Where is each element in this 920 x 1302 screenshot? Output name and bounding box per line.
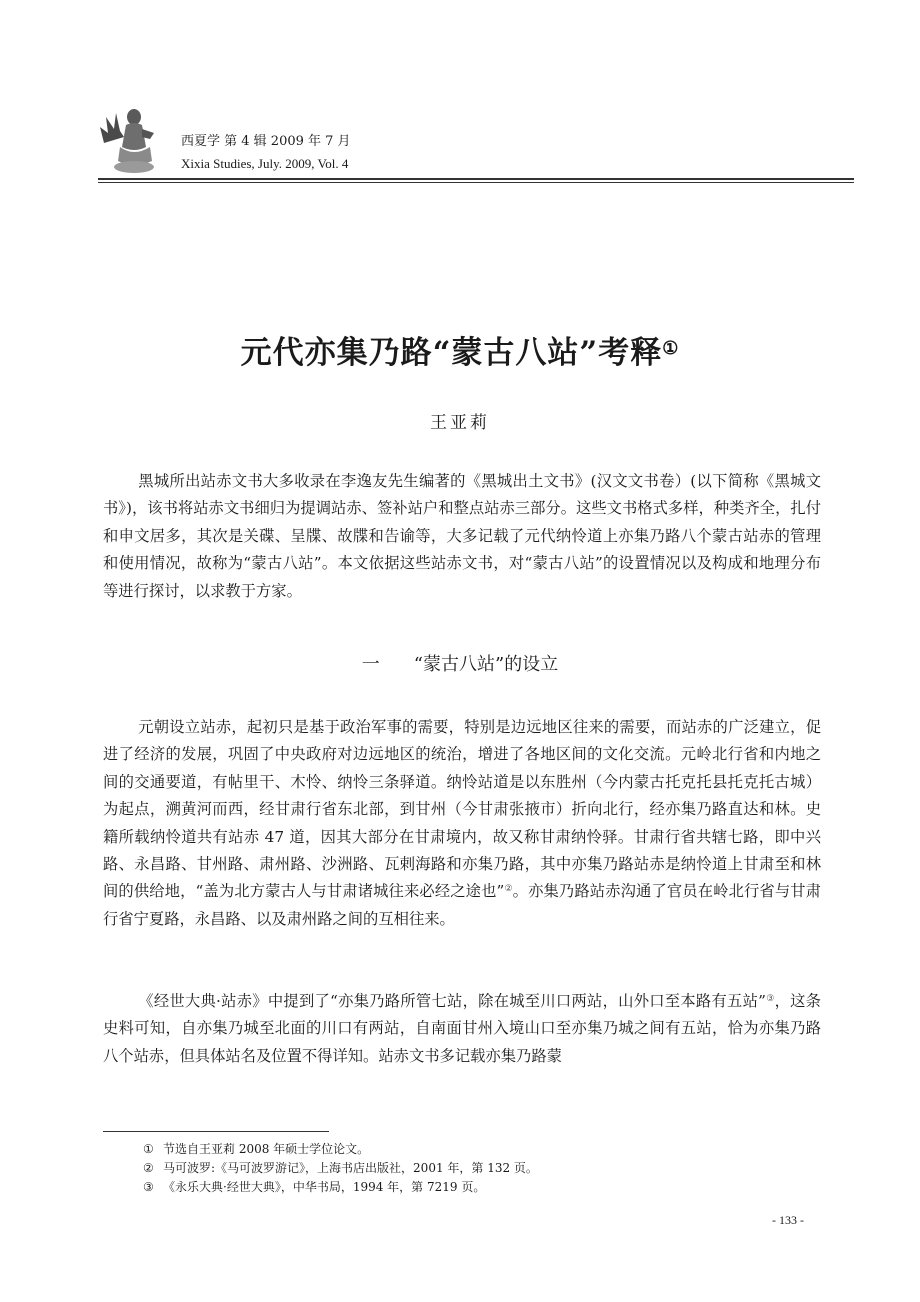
footnote-mark: ③ <box>143 1180 154 1194</box>
article-title <box>0 334 920 372</box>
body-paragraph-2 <box>103 988 821 1070</box>
footnote-mark: ① <box>143 1142 154 1156</box>
abstract-text: 黑城所出站赤文书大多收录在李逸友先生编著的《黑城出土文书》(汉文文书卷）(以下简称《黑城文书》)，该书将站赤文书细归为提调站赤、签补站户和整点站赤三部分。这些文书格式多样，种类齐全，扎付和申文居多，其次是关碟、呈牒、故牒和告谕等，大多记载了元代纳怜道上亦集乃路八个蒙古站赤的管理和使用情况，故称为“蒙古八站”。本文依据这些站赤文书，对“蒙古八站”的设置情况以及构成和地理分布等进行探讨，以求教于方家。 <box>103 472 821 600</box>
body-p2-text-b: ，这条史料可知，自亦集乃城至北面的川口有两站，自南面甘州入境山口至亦集乃城之间有五站，恰为亦集乃路八个站赤，但具体站名及位置不得详知。站赤文书多记载亦集乃路蒙 <box>103 992 821 1065</box>
footnote-text: 马可波罗:《马可波罗游记》，上海书店出版社，2001 年，第 132 页。 <box>163 1161 538 1175</box>
section-heading <box>0 652 920 678</box>
footnotes-list <box>143 1140 538 1197</box>
footnote-mark: ② <box>143 1161 154 1175</box>
title-footnote-mark[interactable]: ① <box>662 338 680 359</box>
footnote-text: 节选自王亚莉 2008 年硕士学位论文。 <box>163 1142 370 1156</box>
journal-name-chinese: 西夏学 第 4 辑 2009 年 7 月 <box>181 134 351 149</box>
footnote-item <box>143 1178 538 1197</box>
body-p1-text-b: 。亦集乃路站赤沟通了官员在岭北行省与甘肃行省宁夏路，永昌路、以及肃州路之间的互相往来。 <box>103 882 821 928</box>
footnote-ref-3[interactable]: ③ <box>765 994 775 1004</box>
section-number: 一 <box>361 654 380 675</box>
footnote-ref-2[interactable]: ② <box>504 884 513 895</box>
section-title: “蒙古八站”的设立 <box>413 654 559 675</box>
body-p2-text-a: 《经世大典·站赤》中提到了“亦集乃路所管七站，除在城至川口两站，山外口至本路有五站” <box>138 992 766 1010</box>
footnote-separator <box>103 1131 329 1132</box>
footnote-text: 《永乐大典·经世大典》，中华书局，1994 年，第 7219 页。 <box>163 1180 486 1194</box>
body-p1-text-a: 元朝设立站赤，起初只是基于政治军事的需要，特别是边远地区往来的需要，而站赤的广泛建立，促进了经济的发展，巩固了中央政府对边远地区的统治，增进了各地区间的文化交流。元岭北行省和内地之间的交通要道，有帖里干、木怜、纳怜三条驿道。纳怜站道是以东胜州（今内蒙古托克托县托克托古城）为起点，溯黄河而西，经甘肃行省东北部，到甘州（今甘肃张掖市）折向北行，经亦集乃路直达和林。史籍所载纳怜道共有站赤 47 道，因其大部分在甘肃境内，故又称甘肃纳怜驿。甘肃行省共辖七路，即中兴路、永昌路、甘州路、肃州路、沙洲路、瓦剌海路和亦集乃路，其中亦集乃路站赤是纳怜道上甘肃至和林间的供给地，“盖为北方蒙古人与甘肃诸城往来必经之途也” <box>103 718 821 901</box>
title-text: 元代亦集乃路“蒙古八站”考释 <box>240 335 663 371</box>
abstract-paragraph <box>103 468 821 605</box>
body-paragraph-1 <box>103 714 821 933</box>
journal-name-english: Xixia Studies, July. 2009, Vol. 4 <box>181 156 349 171</box>
footnote-item <box>143 1140 538 1159</box>
author-name: 王亚莉 <box>430 413 490 433</box>
journal-logo-figure-icon <box>98 103 160 177</box>
footnote-item <box>143 1159 538 1178</box>
header-rule-thin <box>98 182 854 183</box>
page-number: - 133 - <box>772 1213 804 1227</box>
header-rule-thick <box>98 178 854 180</box>
